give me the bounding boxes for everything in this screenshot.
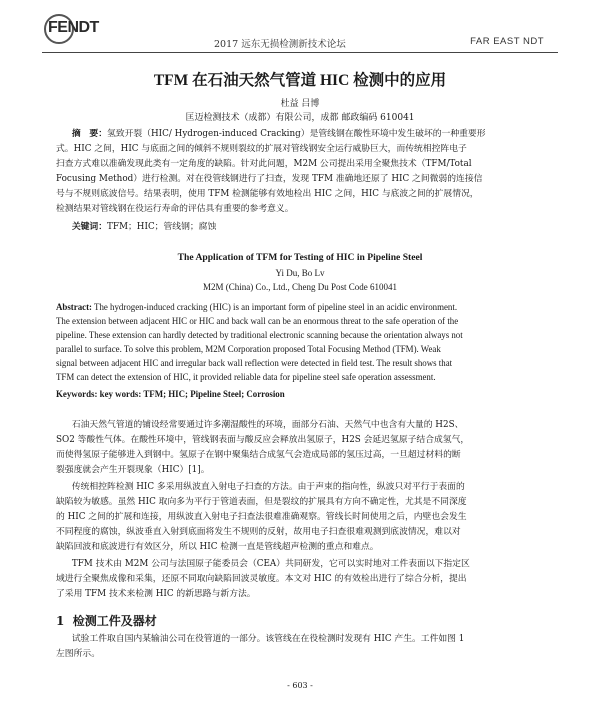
section-1-heading <box>56 612 157 629</box>
authors-cn: 杜益 吕博 <box>280 99 320 109</box>
abstract-en-line-6: TFM can detect the extension of HIC, it provided reliable data for pipeline steel safe operation assessment. <box>56 372 436 382</box>
abstract-cn <box>56 127 544 217</box>
affiliation-cn: 匡迈检测技术（成都）有限公司，成都 邮政编码 610041 <box>185 113 415 123</box>
paper-title-en: The Application of TFM for Testing of HIC in Pipeline Steel <box>177 252 423 263</box>
header-rule <box>42 52 558 53</box>
affiliation-en: M2M (China) Co., Ltd., Cheng Du Post Code 610041 <box>202 282 397 292</box>
logo-text: FENDT <box>48 19 99 36</box>
keywords-cn-label: 关键词： <box>71 222 108 232</box>
conference-name: 2017 远东无损检测新技术论坛 <box>214 39 346 50</box>
section-1-title: 检测工件及器材 <box>72 614 157 628</box>
abstract-en-label: Abstract: <box>56 302 92 312</box>
abstract-cn-line-3: 扫查方式难以准确发现此类有一定角度的缺陷。针对此问题，M2M 公司提出采用全聚焦技术（TFM/Total <box>56 159 472 169</box>
abstract-cn-line-6: 检测结果对管线钢在役运行寿命的评估具有重要的参考意义。 <box>56 204 294 214</box>
abstract-en-line-5: signal between adjacent HIC and irregular back wall reflection were detected in field test. The result shows that <box>56 358 453 368</box>
section-1-body: 试验工件取自国内某输油公司在役管道的一部分。该管线在在役检测时发现有 HIC 产生。工件如图 1 左图所示。 <box>56 634 465 659</box>
abstract-en-line-2: The extension between adjacent HIC or HIC and back wall can be an enormous threat to the safe operation of the <box>56 316 459 326</box>
abstract-en-line-4: parallel to surface. To solve this problem, M2M Corporation proposed Total Focusing Method (TFM). Weak <box>56 344 441 354</box>
abstract-en-line-1: Abstract: The hydrogen-induced cracking (HIC) is an important form of pipeline steel in an acidic environment. <box>56 302 458 312</box>
abstract-cn-line-2: 式。HIC 之间，HIC 与底面之间的倾斜不规则裂纹的扩展对管线钢安全运行威胁巨大，而传统相控阵电子 <box>56 144 467 154</box>
abstract-cn-line-4: Focusing Method）进行检测。对在役管线钢进行了扫查，发现 TFM 准确地还原了 HIC 之间微弱的连接信 <box>56 174 483 184</box>
section-1-number: 1 <box>56 614 65 628</box>
abstract-cn-label: 摘 要： <box>71 129 108 139</box>
paper-title: TFM 在石油天然气管道 HIC 检测中的应用 <box>153 72 447 89</box>
keywords-cn-text: TFM；HIC；管线钢；腐蚀 <box>107 222 217 232</box>
page-header <box>0 0 600 58</box>
header-brand: FAR EAST NDT <box>470 36 544 47</box>
abstract-en <box>56 300 544 384</box>
page-number: - 603 - <box>287 681 313 690</box>
body-paragraph-1: 石油天然气管道的铺设经常要通过许多潮湿酸性的环境，面部分石油、天然气中也含有大量的 H2S、 SO2 等酸性气体。在酸性环境中，管线钢表面与酸反应会释放出氢原子，H2S 会延迟氢原子结合成氢气， 而使得氢原子能够进入到钢中。氢原子在钢中聚集结合成氢气会造成局部的氢压过高，一旦超过材料的断 裂强度就会产生开裂现象（HIC）[1]。 <box>56 420 470 475</box>
abstract-cn-line-1: 摘 要：氢致开裂（HIC/ Hydrogen-induced Cracking）是管线钢在酸性环境中发生破坏的一种重要形 <box>71 129 486 139</box>
abstract-cn-line-5: 号与不规则底波信号。结果表明，使用 TFM 检测能够有效地检出 HIC 之间，HIC 与底波之间的扩展情况， <box>56 189 479 199</box>
abstract-en-line-3: pipeline. These extension can hardly detected by traditional electronic scanning because the orientation always not <box>56 330 463 340</box>
keywords-en-label: Keywords: <box>56 389 98 399</box>
body-paragraph-2: 传统相控阵检测 HIC 多采用纵波直入射电子扫查的方法。由于声束的指向性，纵波只对平行于表面的 缺陷较为敏感。虽然 HIC 取向多为平行于管道表面，但是裂纹的扩展具有方向不确定性，尤其是不同深度 的 HIC 之间的扩展和连接，用纵波直入射电子扫查法很难准确观察。管线长时间使用之后，内壁也会发生 不同程度的腐蚀，纵波垂直入射到底面将发生不规则的反射，故用电子扫查很难观测到底波情况，难以对 缺陷回波和底波进行有效区分，所以 HIC 检测一直是管线超声检测的重点和难点。 <box>56 482 467 552</box>
authors-en: Yi Du, Bo Lv <box>275 268 325 278</box>
keywords-en <box>56 387 544 401</box>
keywords-en-text: key words: TFM; HIC; Pipeline Steel; Corrosion <box>97 389 285 399</box>
keywords-cn <box>56 220 544 235</box>
fendt-logo <box>42 14 104 44</box>
body-paragraph-3: TFM 技术由 M2M 公司与法国原子能委员会（CEA）共同研发，它可以实时地对工件表面以下指定区 域进行全聚焦成像和采集，还原不同取向缺陷回波灵敏度。本文对 HIC 的有效检出进行了综合分析，提出 了采用 TFM 技术来检测 HIC 的新思路与新方法。 <box>56 559 470 599</box>
